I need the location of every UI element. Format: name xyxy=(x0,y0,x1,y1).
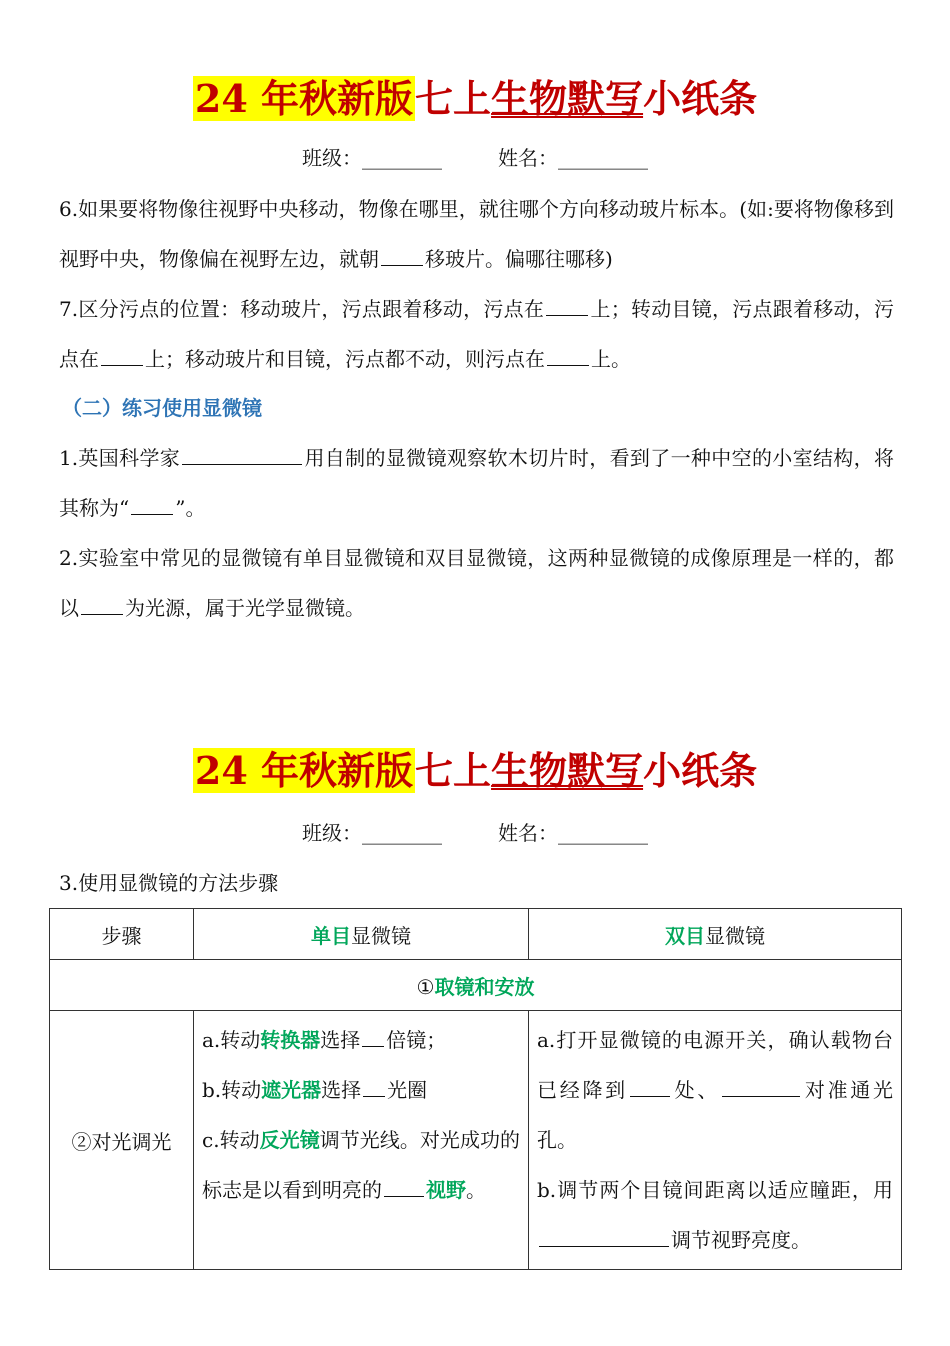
header-monocular xyxy=(194,909,529,960)
bino-step-b xyxy=(537,1165,893,1265)
cell-text: b.转动 xyxy=(202,1078,262,1102)
header-binocular xyxy=(529,909,902,960)
answer-blank[interactable] xyxy=(81,594,123,615)
table-row xyxy=(50,1011,902,1270)
class-label: 班级： xyxy=(302,146,362,170)
question-3-heading: 3.使用显微镜的方法步骤 xyxy=(59,871,279,895)
header-keyword: 双目 xyxy=(665,923,705,948)
bino-step-a xyxy=(537,1015,893,1165)
mono-step-b xyxy=(202,1065,520,1115)
title-highlight: 24 年秋新版 xyxy=(194,748,414,793)
cell-text: 光圈 xyxy=(387,1078,428,1102)
header-step: 步骤 xyxy=(50,909,194,960)
question-text: 为光源，属于光学显微镜。 xyxy=(125,596,365,620)
table-row xyxy=(50,960,902,1011)
keyword: 视野 xyxy=(426,1178,466,1202)
name-label: 姓名： xyxy=(498,821,558,845)
step-1-label: 取镜和安放 xyxy=(434,974,535,999)
question-text: 上。 xyxy=(591,347,631,371)
title-part: 小纸条 xyxy=(643,748,758,793)
cell-text: 倍镜； xyxy=(386,1028,447,1052)
question-text: 6.如果要将物像往视野中央移动，物像在哪里，就往哪个方向移动玻片标本。(如:要将物像移到视野中央，物像偏在视野左边，就朝 xyxy=(59,197,894,271)
question-text: 上；移动玻片和目镜，污点都不动，则污点在 xyxy=(145,347,545,371)
class-blank[interactable]: ________ xyxy=(362,821,442,845)
class-blank[interactable]: ________ xyxy=(362,146,442,170)
answer-blank[interactable] xyxy=(630,1076,670,1097)
microscope-steps-table xyxy=(49,908,902,1270)
header-keyword: 单目 xyxy=(311,923,351,948)
question-text: 1.英国科学家 xyxy=(59,446,181,470)
question-7 xyxy=(59,284,894,384)
answer-blank[interactable] xyxy=(131,494,173,515)
answer-blank[interactable] xyxy=(381,245,423,266)
keyword: 反光镜 xyxy=(259,1128,320,1152)
monocular-step-2 xyxy=(194,1011,529,1270)
title-underlined: 生物默写 xyxy=(491,748,644,793)
cell-text: a.转动 xyxy=(202,1028,261,1052)
cell-text: 调节光线。对光成功的标志是以看到明亮的 xyxy=(202,1128,521,1202)
question-text: 移玻片。偏哪往哪移) xyxy=(425,247,613,271)
page-title xyxy=(0,66,950,132)
question-text: 用自制的显微镜观察软木切片时，看到了一种中空的小室结构，将其称为“ xyxy=(59,446,894,520)
name-blank[interactable]: _________ xyxy=(558,821,648,845)
cell-text: c.转动 xyxy=(202,1128,260,1152)
header-text: 显微镜 xyxy=(705,923,765,948)
class-label: 班级： xyxy=(302,821,362,845)
section-heading: （二）练习使用显微镜 xyxy=(62,396,262,420)
step-1-cell xyxy=(50,960,902,1011)
cell-text: 选择 xyxy=(320,1028,361,1052)
title-part: 小纸条 xyxy=(643,76,758,121)
question-text: ”。 xyxy=(175,496,206,520)
answer-blank[interactable] xyxy=(362,1026,384,1047)
answer-blank[interactable] xyxy=(547,345,589,366)
answer-blank[interactable] xyxy=(363,1076,385,1097)
title-part: 七上 xyxy=(415,76,492,121)
step-2-label: ②对光调光 xyxy=(50,1011,194,1270)
cell-text: 选择 xyxy=(321,1078,362,1102)
answer-blank[interactable] xyxy=(101,345,143,366)
student-info xyxy=(0,818,950,848)
question-text: 2.实验室中常见的显微镜有单目显微镜和双目显微镜，这两种显微镜的成像原理是一样的，都以 xyxy=(59,546,894,620)
header-text: 显微镜 xyxy=(351,923,411,948)
question-text: 7.区分污点的位置：移动玻片，污点跟着移动，污点在 xyxy=(59,297,545,321)
mono-step-a xyxy=(202,1015,520,1065)
answer-blank[interactable] xyxy=(722,1076,800,1097)
name-label: 姓名： xyxy=(498,146,558,170)
name-blank[interactable]: _________ xyxy=(558,146,648,170)
answer-blank[interactable] xyxy=(182,444,302,465)
answer-blank[interactable] xyxy=(546,295,588,316)
title-highlight: 24 年秋新版 xyxy=(194,76,414,121)
mono-step-c xyxy=(202,1115,520,1215)
cell-text: 对准通光孔。 xyxy=(537,1078,894,1152)
answer-blank[interactable] xyxy=(539,1226,669,1247)
title-part: 七上 xyxy=(415,748,492,793)
cell-text: 调节视野亮度。 xyxy=(671,1228,811,1252)
step-number: ① xyxy=(416,974,435,999)
question-2 xyxy=(59,533,894,633)
cell-text: 处、 xyxy=(671,1078,721,1102)
question-text: 上；转动目镜，污点跟着移动，污点在 xyxy=(59,297,894,371)
title-underlined: 生物默写 xyxy=(491,76,644,121)
keyword: 转换器 xyxy=(260,1028,321,1052)
table-header-row xyxy=(50,909,902,960)
keyword: 遮光器 xyxy=(261,1078,322,1102)
binocular-step-2 xyxy=(529,1011,902,1270)
page-title xyxy=(0,738,950,804)
question-1 xyxy=(59,433,894,533)
cell-text: b.调节两个目镜间距离以适应瞳距，用 xyxy=(537,1178,893,1202)
cell-text: a.打开显微镜的电源开关，确认载物台已经降到 xyxy=(537,1028,893,1102)
question-6 xyxy=(59,184,894,284)
cell-text: 。 xyxy=(466,1178,486,1202)
student-info xyxy=(0,143,950,173)
answer-blank[interactable] xyxy=(384,1176,424,1197)
